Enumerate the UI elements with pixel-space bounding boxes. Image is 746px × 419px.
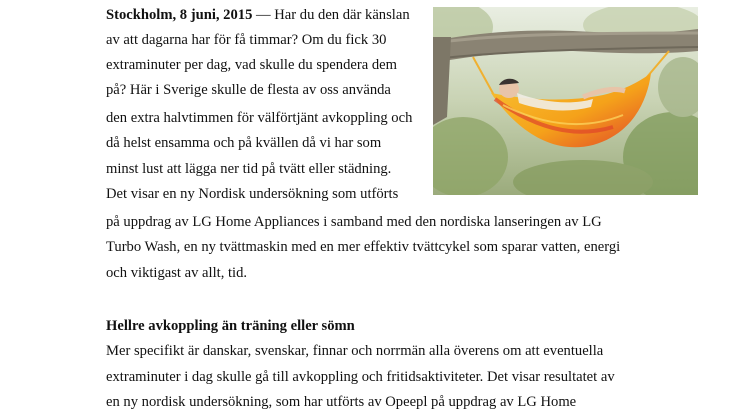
intro-line-10: Turbo Wash, en ny tvättmaskin med en mer effektiv tvättcykel som sparar vatten, energi — [106, 239, 621, 255]
intro-line-8: Det visar en ny Nordisk undersökning som utförts — [106, 186, 399, 202]
intro-line-7: minst lust att lägga ner tid på tvätt eller städning. — [106, 161, 392, 177]
intro-line-2: av att dagarna har för få timmar? Om du fick 30 — [106, 32, 387, 48]
intro-line-1 — [106, 6, 410, 24]
intro-line-9: på uppdrag av LG Home Appliances i samband med den nordiska lanseringen av LG — [106, 214, 602, 230]
hammock-photo — [433, 7, 698, 195]
intro-text-start: — Har du den där känslan — [252, 7, 410, 23]
intro-line-5: den extra halvtimmen för välförtjänt avkoppling och — [106, 110, 413, 126]
intro-line-6: då helst ensamma och på kvällen då vi har som — [106, 135, 382, 151]
intro-line-11: och viktigast av allt, tid. — [106, 265, 248, 281]
section-heading: Hellre avkoppling än träning eller sömn — [106, 318, 355, 334]
hammock-illustration — [433, 7, 698, 195]
intro-line-3: extraminuter per dag, vad skulle du spendera dem — [106, 57, 397, 73]
intro-line-4: på? Här i Sverige skulle de flesta av oss använda — [106, 82, 391, 98]
section-line-2: extraminuter i dag skulle gå till avkoppling och fritidsaktiviteter. Det visar resultatet av — [106, 369, 615, 385]
section-line-3: en ny nordisk undersökning, som har utförts av Opeepl på uppdrag av LG Home — [106, 394, 577, 410]
section-line-1: Mer specifikt är danskar, svenskar, finnar och norrmän alla överens om att eventuella — [106, 343, 604, 359]
dateline: Stockholm, 8 juni, 2015 — [106, 7, 253, 23]
